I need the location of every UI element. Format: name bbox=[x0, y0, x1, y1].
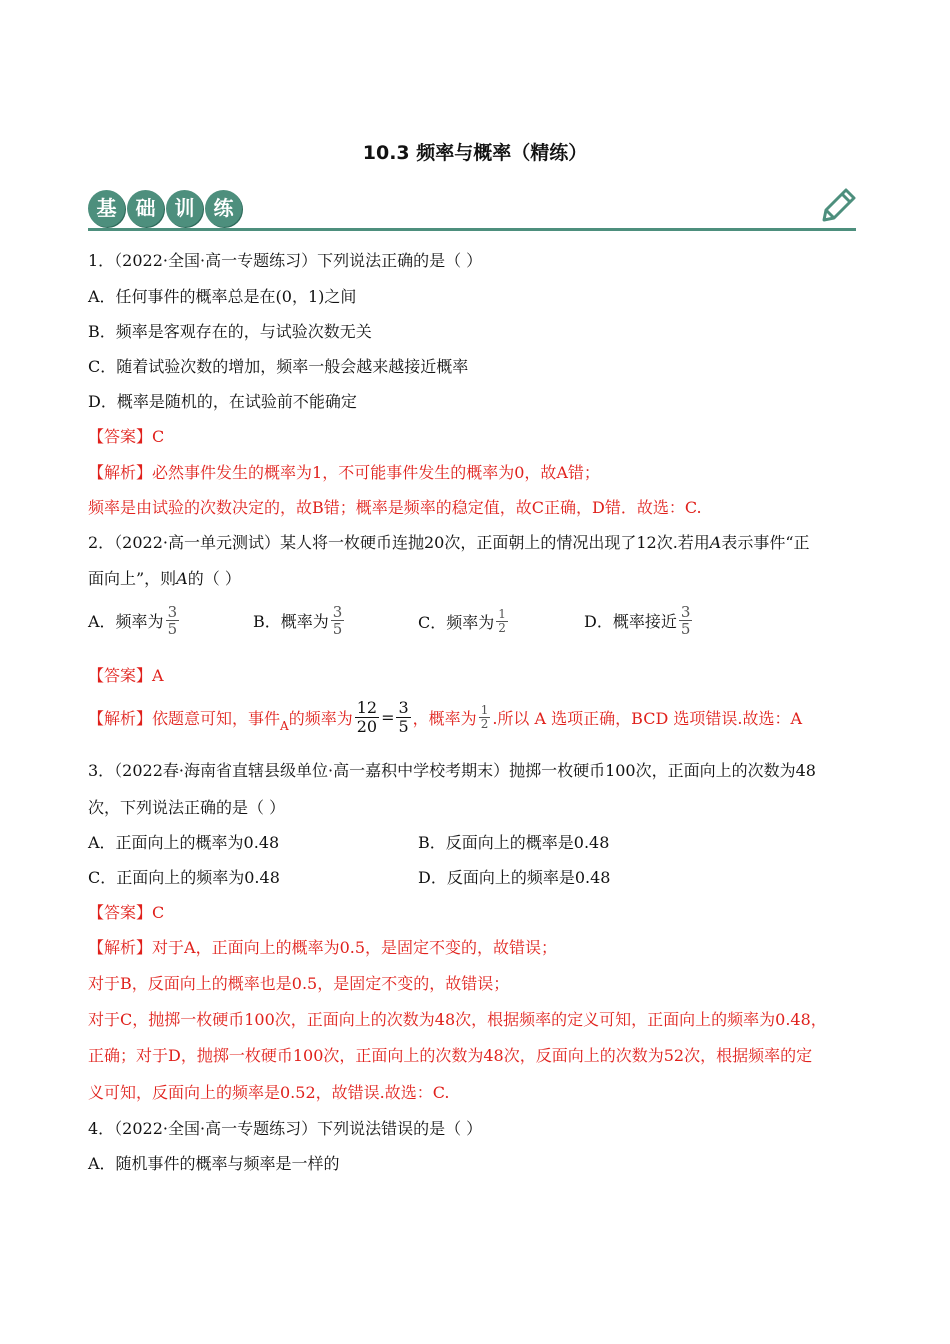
numerator: 3 bbox=[680, 603, 691, 621]
q3-option-c: C．正面向上的频率为0.48 bbox=[88, 868, 280, 887]
q4-stem: 4．（2022·全国·高一专题练习）下列说法错误的是（ ） bbox=[88, 1119, 483, 1138]
q1-option-a: A．任何事件的概率总是在(0，1)之间 bbox=[88, 287, 357, 306]
section-banner bbox=[88, 188, 856, 234]
denominator: 5 bbox=[167, 620, 178, 638]
option-label: D．概率接近 bbox=[584, 612, 677, 631]
numerator: 1 bbox=[498, 607, 506, 621]
answer-value: C bbox=[152, 903, 165, 922]
analysis-label: 【解析】 bbox=[88, 938, 153, 957]
numerator: 3 bbox=[332, 603, 343, 621]
q2-stem-text-3: 面向上”，则 bbox=[88, 569, 177, 588]
q3-analysis-4: 正确；对于D，抛掷一枚硬币100次，正面向上的次数为48次，反面向上的次数为52次，根据频率的定 bbox=[88, 1046, 813, 1065]
q3-analysis-3: 对于C，抛掷一枚硬币100次，正面向上的次数为48次，根据频率的定义可知，正面向上的频率为0.48， bbox=[88, 1010, 827, 1029]
q2-stem-1 bbox=[88, 532, 810, 554]
q1-stem: 1．（2022·全国·高一专题练习）下列说法正确的是（ ） bbox=[88, 251, 483, 270]
banner-char-1: 基 bbox=[88, 190, 125, 227]
q1-answer bbox=[88, 426, 164, 448]
q3-stem-1: 3．（2022春·海南省直辖县级单位·高一嘉积中学校考期末）抛掷一枚硬币100次，正面向上的次数为48 bbox=[88, 761, 816, 780]
q3-option-d: D．反面向上的频率是0.48 bbox=[418, 868, 611, 887]
analysis-text-4: .所以 A 选项正确，BCD 选项错误.故选：A bbox=[492, 709, 802, 728]
q3-stem-2: 次，下列说法正确的是（ ） bbox=[88, 798, 286, 817]
q1-analysis-1 bbox=[88, 462, 600, 484]
q1-analysis-2: 频率是由试验的次数决定的，故B错；概率是频率的稳定值，故C正确，D错．故选：C. bbox=[88, 498, 702, 517]
option-label: B．概率为 bbox=[253, 612, 329, 631]
denominator: 20 bbox=[356, 717, 378, 736]
q2-option-b bbox=[253, 604, 346, 637]
answer-value: C bbox=[152, 427, 165, 446]
analysis-sub-a: A bbox=[280, 718, 289, 733]
answer-label: 【答案】 bbox=[88, 666, 153, 685]
banner-rule bbox=[88, 228, 856, 231]
q2-stem-text: 2．（2022·高一单元测试）某人将一枚硬币连抛20次，正面朝上的情况出现了12次.若用 bbox=[88, 533, 710, 552]
analysis-text: 必然事件发生的概率为1，不可能事件发生的概率为0，故A错； bbox=[152, 463, 600, 482]
q2-option-d bbox=[584, 604, 694, 637]
pencil-icon bbox=[816, 182, 862, 228]
fraction-1-2 bbox=[479, 704, 491, 731]
banner-char-2: 础 bbox=[127, 190, 164, 227]
answer-label: 【答案】 bbox=[88, 427, 153, 446]
analysis-label: 【解析】 bbox=[88, 463, 153, 482]
fraction bbox=[496, 608, 508, 635]
option-label: A．频率为 bbox=[88, 612, 164, 631]
fraction-3-5 bbox=[396, 699, 410, 736]
numerator: 12 bbox=[356, 698, 378, 717]
q1-option-b: B．频率是客观存在的，与试验次数无关 bbox=[88, 322, 372, 341]
analysis-text: 对于A，正面向上的概率为0.5，是固定不变的，故错误； bbox=[152, 938, 558, 957]
q2-stem-var: A bbox=[709, 533, 722, 552]
numerator: 1 bbox=[480, 703, 489, 717]
q2-stem-var-2: A bbox=[176, 569, 188, 588]
banner-char-4: 练 bbox=[205, 190, 242, 227]
q2-stem-2 bbox=[88, 568, 241, 590]
q2-stem-text-2: 表示事件“正 bbox=[721, 533, 810, 552]
option-label: C．频率为 bbox=[418, 613, 495, 632]
denominator: 5 bbox=[398, 717, 409, 736]
page-title: 10.3 频率与概率（精练） bbox=[362, 142, 588, 164]
q2-option-a bbox=[88, 604, 181, 637]
analysis-text-2: 的频率为 bbox=[288, 709, 353, 728]
q3-answer bbox=[88, 902, 164, 924]
q3-analysis-5: 义可知，反面向上的频率是0.52，故错误.故选：C. bbox=[88, 1083, 450, 1102]
denominator: 2 bbox=[498, 621, 506, 635]
q3-option-b: B．反面向上的概率是0.48 bbox=[418, 833, 610, 852]
analysis-text-3: ，概率为 bbox=[412, 709, 477, 728]
q2-analysis bbox=[88, 699, 802, 736]
fraction bbox=[331, 604, 345, 637]
analysis-label: 【解析】 bbox=[88, 709, 153, 728]
numerator: 3 bbox=[167, 603, 178, 621]
denominator: 5 bbox=[680, 620, 691, 638]
q2-option-c bbox=[418, 608, 510, 635]
banner-char-3: 训 bbox=[166, 190, 203, 227]
q3-option-a: A．正面向上的概率为0.48 bbox=[88, 833, 280, 852]
q1-option-c: C．随着试验次数的增加，频率一般会越来越接近概率 bbox=[88, 357, 469, 376]
numerator: 3 bbox=[398, 698, 409, 717]
equals-sign: = bbox=[381, 708, 395, 727]
q4-option-a: A．随机事件的概率与频率是一样的 bbox=[88, 1154, 340, 1173]
answer-label: 【答案】 bbox=[88, 903, 153, 922]
q1-option-d: D．概率是随机的，在试验前不能确定 bbox=[88, 392, 357, 411]
fraction-12-20 bbox=[355, 699, 379, 736]
denominator: 2 bbox=[480, 717, 489, 731]
q3-analysis-2: 对于B，反面向上的概率也是0.5，是固定不变的，故错误； bbox=[88, 974, 510, 993]
fraction bbox=[679, 604, 693, 637]
banner-circles bbox=[88, 190, 242, 227]
q3-analysis-1 bbox=[88, 937, 557, 959]
denominator: 5 bbox=[332, 620, 343, 638]
fraction bbox=[166, 604, 180, 637]
answer-value: A bbox=[152, 666, 164, 685]
q2-stem-text-4: 的（ ） bbox=[187, 569, 241, 588]
q2-answer bbox=[88, 665, 164, 687]
analysis-text: 依题意可知，事件 bbox=[152, 709, 281, 728]
